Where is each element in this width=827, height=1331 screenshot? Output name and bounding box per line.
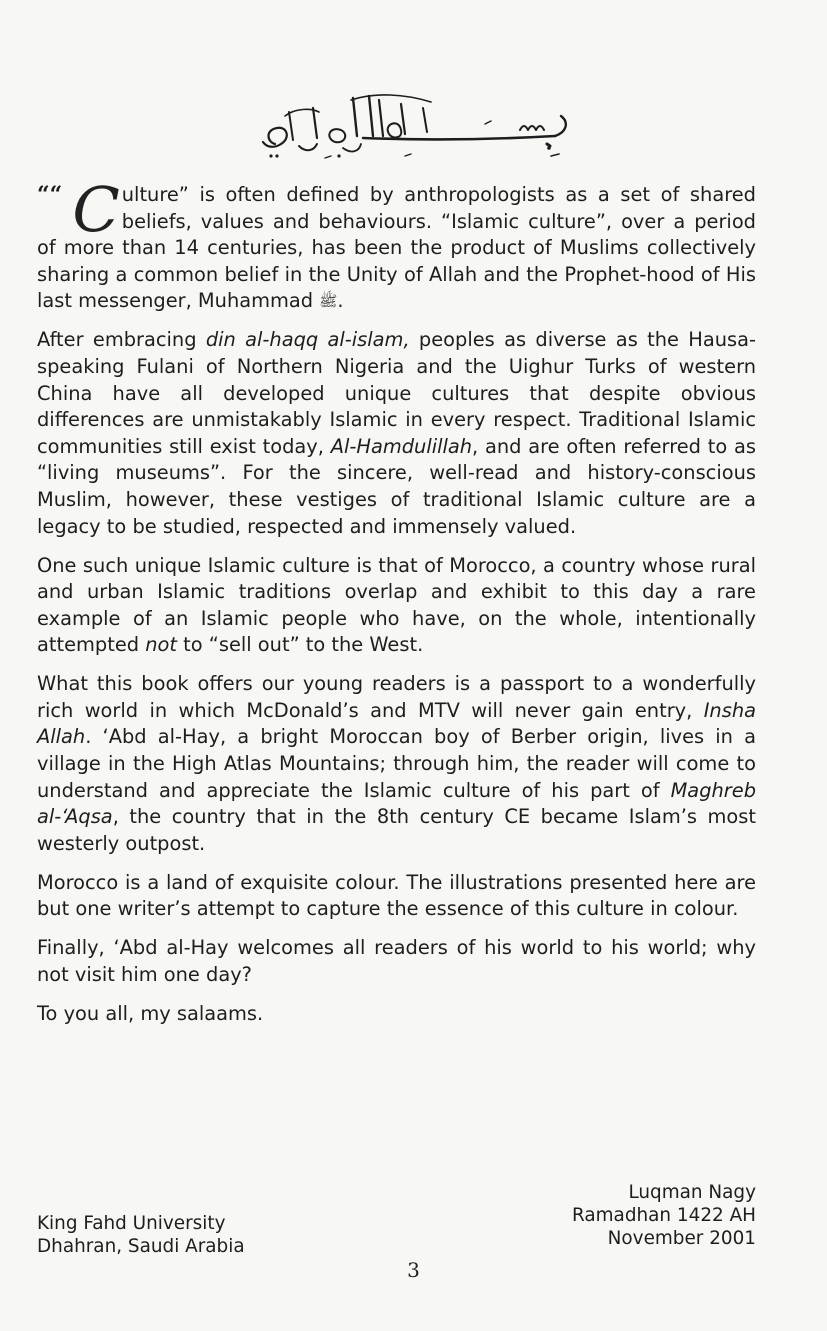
paragraph: [37, 553, 756, 659]
paragraph: [37, 935, 756, 988]
text-run: , and are often referred to as “living museums”. For the sincere, well-read and history-conscious Muslim, however, these vestiges of traditional Islamic culture are a legacy to be studied, respected and immensely valued.: [37, 434, 756, 538]
text-run: One such unique Islamic culture is that of Morocco, a country whose rural and urban Islamic traditions overlap and exhibit to this day a rare example of an Islamic people who have, on the whole, intentionally attempted: [37, 553, 756, 657]
text-run: ulture” is often defined by anthropologists as a set of shared beliefs, values and behaviours. “Islamic culture”, over a period of more than 14 centuries, has been the product of Muslims collectively sharing a common belief in the Unity of Allah and the Prophet-hood of His last messenger, Muhammad: [37, 183, 756, 313]
paragraph: [37, 327, 756, 540]
page-number: 3: [407, 1258, 420, 1282]
text-run: , the country that in the 8th century CE became Islam’s most westerly outpost.: [37, 805, 756, 855]
paragraph: [37, 870, 756, 923]
paragraph: [37, 671, 756, 857]
text-run: Finally, ‘Abd al-Hay welcomes all readers of his world to his world; why not visit him one day?: [37, 936, 756, 986]
text-run: What this book offers our young readers is a passport to a wonderfully rich world in which McDonald’s and MTV will never gain entry,: [37, 672, 756, 722]
paragraph: [37, 173, 756, 315]
institution-location: Dhahran, Saudi Arabia: [37, 1236, 245, 1257]
author-name: Luqman Nagy: [628, 1182, 756, 1203]
paragraph: [37, 1001, 756, 1028]
drop-cap: C: [72, 173, 120, 246]
text-run: peoples as diverse as the Hausa-speaking Fulani of Northern Nigeria and the Uighur Turks of western China have all developed unique cultures that despite obvious differences are unmistakably Islamic in every respect. Traditional Islamic communities still exist today,: [37, 328, 756, 458]
italic-phrase: Insha Allah: [37, 698, 756, 749]
salla-honorific-glyph: ﷺ: [319, 292, 338, 311]
hijri-date: Ramadhan 1422 AH: [572, 1205, 756, 1226]
basmala-calligraphy-icon: [255, 86, 575, 166]
institution-name: King Fahd University: [37, 1213, 226, 1234]
foreword-body: [37, 173, 756, 1040]
lead-cluster: [37, 182, 62, 212]
text-run: to “sell out” to the West.: [177, 633, 424, 657]
italic-phrase: Al-Hamdulillah: [330, 434, 473, 458]
italic-phrase: Maghreb al-‘Aqsa: [37, 778, 756, 829]
text-run: To you all, my salaams.: [37, 1001, 264, 1025]
opening-quote: ““: [37, 182, 63, 208]
italic-phrase: not: [145, 633, 177, 657]
signature-block: [572, 1181, 756, 1250]
text-run: Morocco is a land of exquisite colour. The illustrations presented here are but one writer’s attempt to capture the essence of this culture in colour.: [37, 870, 756, 921]
gregorian-date: November 2001: [607, 1228, 756, 1249]
text-run: . ‘Abd al-Hay, a bright Moroccan boy of Berber origin, lives in a village in the High Atlas Mountains; through him, the reader will come to understand and appreciate the Islamic culture of his part of: [37, 725, 756, 802]
italic-phrase: din al-haqq al-islam,: [205, 328, 410, 352]
affiliation-block: [37, 1212, 245, 1258]
text-run: .: [337, 289, 344, 313]
text-run: After embracing: [37, 328, 206, 352]
